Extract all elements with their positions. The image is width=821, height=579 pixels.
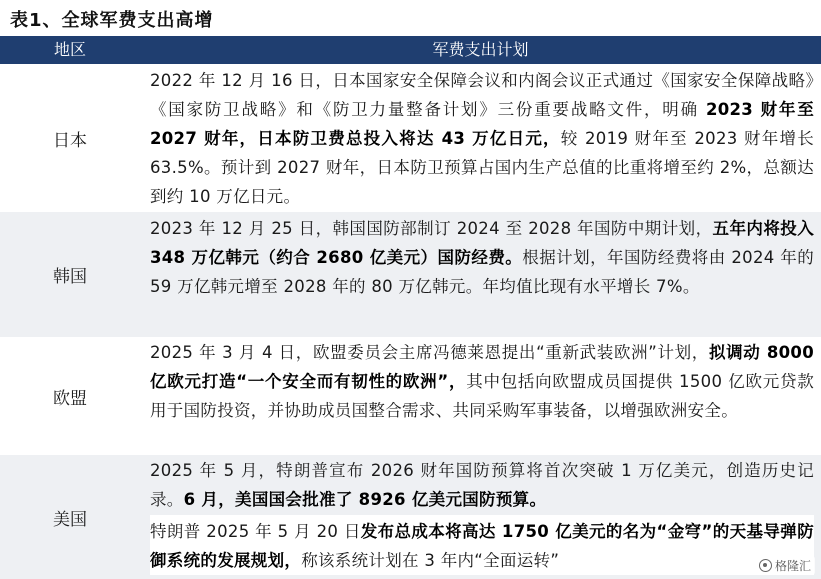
header-region: 地区: [53, 40, 86, 59]
bold-text-segment: 发布总成本将高达 1750 亿美元的名为“金穹”的天基导弹防御系统的发展规划，: [150, 522, 814, 570]
plan-cell: [150, 456, 814, 514]
plan-cell: [150, 66, 814, 211]
bold-text-segment: 2023 财年至 2027 财年，日本防卫费总投入将达 43 万亿日元，: [150, 100, 814, 148]
plan-cell: [150, 338, 814, 425]
table-header: [0, 36, 821, 64]
text-segment: 2025 年 3 月 4 日，欧盟委员会主席冯德莱恩提出“重新武装欧洲”计划，: [150, 343, 709, 362]
text-segment: 称该系统计划在 3 年内“全面运转”: [301, 551, 560, 570]
table-row-eu: [0, 337, 821, 455]
table-title: 表1、全球军费支出高增: [10, 10, 214, 31]
text-segment: 较 2019 财年至 2023 财年增长 63.5%。预计到 2027 财年，日本防卫预算占国内生产总值的比重将增至约 2%，总额达到约 10 万亿日元。: [150, 129, 815, 206]
bold-text-segment: 拟调动 8000 亿欧元打造“一个安全而有韧性的欧洲”，: [150, 343, 814, 391]
region-cell: 欧盟: [53, 388, 87, 409]
bold-text-segment: 五年内将投入 348 万亿韩元（约合 2680 亿美元）国防经费。: [150, 219, 814, 267]
text-segment: 根据计划，年国防经费将由 2024 年的 59 万亿韩元增至 2028 年的 80 万亿韩元。年均值比现有水平增长 7%。: [150, 248, 815, 296]
table-row-us: [0, 455, 821, 579]
region-cell: 美国: [53, 509, 87, 530]
watermark-text: 格隆汇: [774, 559, 811, 573]
text-segment: 特朗普 2025 年 5 月 20 日: [150, 522, 361, 541]
table-row-japan: [0, 64, 821, 212]
region-cell: 韩国: [53, 267, 87, 287]
header-plan: 军费支出计划: [432, 40, 529, 59]
text-segment: 2025 年 5 月，特朗普宣布 2026 财年国防预算将首次突破 1 万亿美元，创造历史记录。: [150, 461, 814, 509]
plan-cell-secondary: [150, 515, 814, 575]
text-segment: 其中包括向欧盟成员国提供 1500 亿欧元贷款用于国防投资，并协助成员国整合需求、共同采购军事装备，以增强欧洲安全。: [150, 372, 814, 420]
plan-cell: [150, 214, 814, 301]
text-segment: 2023 年 12 月 25 日，韩国国防部制订 2024 至 2028 年国防中期计划，: [150, 219, 713, 238]
table-row-korea: [0, 212, 821, 337]
watermark: [755, 556, 815, 575]
text-segment: 2022 年 12 月 16 日，日本国家安全保障会议和内阁会议正式通过《国家安全保障战略》《国家防卫战略》和《防卫力量整备计划》三份重要战略文件，明确: [150, 71, 814, 119]
bold-text-segment: 6 月，美国国会批准了 8926 亿美元国防预算。: [183, 490, 547, 509]
region-cell: 日本: [53, 130, 87, 151]
watermark-logo-icon: [759, 559, 772, 572]
